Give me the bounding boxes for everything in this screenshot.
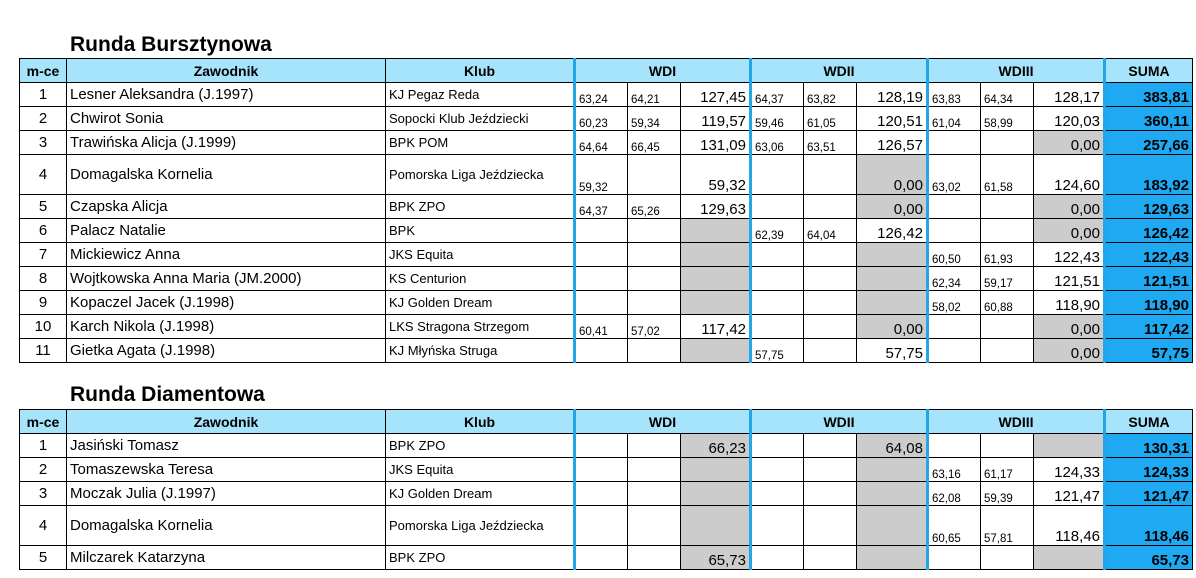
- total-cell: 121,51: [1105, 267, 1193, 291]
- wd2-score1-cell: [751, 546, 804, 570]
- wd1-score2-cell: 57,02: [628, 315, 681, 339]
- total-cell: 126,42: [1105, 219, 1193, 243]
- wd1-score1-cell: 64,37: [575, 195, 628, 219]
- wd3-score1-cell: [928, 195, 981, 219]
- wd1-score1-cell: [575, 267, 628, 291]
- rider-name-cell: Wojtkowska Anna Maria (JM.2000): [67, 267, 386, 291]
- table-row: [20, 219, 1193, 243]
- club-cell: KJ Golden Dream: [386, 291, 575, 315]
- wd2-score2-cell: [804, 195, 857, 219]
- total-cell: 118,46: [1105, 506, 1193, 546]
- wd3-score1-cell: 61,04: [928, 107, 981, 131]
- rider-name-cell: Domagalska Kornelia: [67, 155, 386, 195]
- rider-name-cell: Kopaczel Jacek (J.1998): [67, 291, 386, 315]
- rider-name-cell: Moczak Julia (J.1997): [67, 482, 386, 506]
- wd3-sum-cell: 121,51: [1034, 267, 1105, 291]
- results-table-round2: [19, 409, 1193, 570]
- wd1-score1-cell: [575, 339, 628, 363]
- table-body-round1: [20, 83, 1193, 363]
- wd2-sum-cell: [857, 243, 928, 267]
- wd2-sum-cell: [857, 546, 928, 570]
- total-cell: 360,11: [1105, 107, 1193, 131]
- wd1-score2-cell: [628, 434, 681, 458]
- rider-name-cell: Mickiewicz Anna: [67, 243, 386, 267]
- wd3-score1-cell: 63,16: [928, 458, 981, 482]
- wd3-sum-cell: 121,47: [1034, 482, 1105, 506]
- wd2-sum-cell: 128,19: [857, 83, 928, 107]
- place-cell: 4: [20, 506, 67, 546]
- place-cell: 2: [20, 107, 67, 131]
- wd1-sum-cell: [681, 291, 751, 315]
- table-row: [20, 107, 1193, 131]
- wd1-sum-cell: [681, 219, 751, 243]
- wd1-score1-cell: [575, 434, 628, 458]
- rider-name-cell: Lesner Aleksandra (J.1997): [67, 83, 386, 107]
- wd1-sum-cell: [681, 482, 751, 506]
- place-cell: 9: [20, 291, 67, 315]
- wd2-score2-cell: 63,51: [804, 131, 857, 155]
- table-row: [20, 315, 1193, 339]
- wd3-sum-cell: 118,46: [1034, 506, 1105, 546]
- place-cell: 10: [20, 315, 67, 339]
- header-wd3: WDIII: [928, 59, 1105, 83]
- wd1-score1-cell: [575, 506, 628, 546]
- wd1-score2-cell: [628, 267, 681, 291]
- wd1-score2-cell: [628, 155, 681, 195]
- header-wd1: WDI: [575, 410, 751, 434]
- header-wd2: WDII: [751, 410, 928, 434]
- wd3-score2-cell: 57,81: [981, 506, 1034, 546]
- wd2-score1-cell: [751, 243, 804, 267]
- wd2-sum-cell: 0,00: [857, 315, 928, 339]
- club-cell: JKS Equita: [386, 243, 575, 267]
- wd3-sum-cell: 124,33: [1034, 458, 1105, 482]
- wd2-score1-cell: 62,39: [751, 219, 804, 243]
- total-cell: 383,81: [1105, 83, 1193, 107]
- wd1-score2-cell: [628, 506, 681, 546]
- table-row: [20, 546, 1193, 570]
- table-row: [20, 83, 1193, 107]
- total-cell: 183,92: [1105, 155, 1193, 195]
- wd1-score2-cell: [628, 339, 681, 363]
- wd1-sum-cell: 119,57: [681, 107, 751, 131]
- wd2-score2-cell: [804, 315, 857, 339]
- wd1-sum-cell: 117,42: [681, 315, 751, 339]
- total-cell: 65,73: [1105, 546, 1193, 570]
- wd2-sum-cell: [857, 458, 928, 482]
- club-cell: BPK ZPO: [386, 546, 575, 570]
- club-cell: LKS Stragona Strzegom: [386, 315, 575, 339]
- wd1-sum-cell: [681, 267, 751, 291]
- wd2-score2-cell: [804, 482, 857, 506]
- place-cell: 6: [20, 219, 67, 243]
- wd1-score2-cell: [628, 243, 681, 267]
- club-cell: BPK POM: [386, 131, 575, 155]
- total-cell: 130,31: [1105, 434, 1193, 458]
- wd3-score1-cell: 63,02: [928, 155, 981, 195]
- wd1-score1-cell: 60,41: [575, 315, 628, 339]
- wd3-score2-cell: [981, 339, 1034, 363]
- club-cell: JKS Equita: [386, 458, 575, 482]
- table-row: [20, 339, 1193, 363]
- club-cell: KJ Golden Dream: [386, 482, 575, 506]
- club-cell: KJ Pegaz Reda: [386, 83, 575, 107]
- wd1-score2-cell: 64,21: [628, 83, 681, 107]
- section-title-round1: Runda Bursztynowa: [70, 33, 272, 56]
- table-header-row: [20, 410, 1193, 434]
- club-cell: BPK ZPO: [386, 195, 575, 219]
- section-title-round2: Runda Diamentowa: [70, 383, 265, 406]
- wd1-score2-cell: [628, 291, 681, 315]
- wd2-sum-cell: [857, 291, 928, 315]
- wd1-sum-cell: [681, 506, 751, 546]
- wd1-score2-cell: [628, 482, 681, 506]
- header-club: Klub: [386, 410, 575, 434]
- wd2-score2-cell: [804, 506, 857, 546]
- wd3-score1-cell: [928, 434, 981, 458]
- table-row: [20, 155, 1193, 195]
- total-cell: 257,66: [1105, 131, 1193, 155]
- wd1-score2-cell: [628, 219, 681, 243]
- wd3-sum-cell: 0,00: [1034, 339, 1105, 363]
- wd3-sum-cell: 0,00: [1034, 195, 1105, 219]
- wd1-score1-cell: [575, 243, 628, 267]
- wd2-sum-cell: [857, 506, 928, 546]
- wd3-score1-cell: 62,08: [928, 482, 981, 506]
- wd3-sum-cell: 118,90: [1034, 291, 1105, 315]
- wd3-score2-cell: 61,58: [981, 155, 1034, 195]
- wd3-score1-cell: 58,02: [928, 291, 981, 315]
- place-cell: 7: [20, 243, 67, 267]
- table-row: [20, 458, 1193, 482]
- wd2-score2-cell: [804, 434, 857, 458]
- rider-name-cell: Tomaszewska Teresa: [67, 458, 386, 482]
- wd3-score2-cell: [981, 195, 1034, 219]
- wd3-score2-cell: [981, 546, 1034, 570]
- place-cell: 3: [20, 482, 67, 506]
- wd1-score2-cell: 65,26: [628, 195, 681, 219]
- rider-name-cell: Palacz Natalie: [67, 219, 386, 243]
- club-cell: BPK ZPO: [386, 434, 575, 458]
- table-row: [20, 195, 1193, 219]
- wd3-score1-cell: 63,83: [928, 83, 981, 107]
- wd3-score1-cell: [928, 339, 981, 363]
- wd2-sum-cell: 0,00: [857, 155, 928, 195]
- wd3-score2-cell: 61,93: [981, 243, 1034, 267]
- place-cell: 5: [20, 195, 67, 219]
- wd3-score1-cell: 60,50: [928, 243, 981, 267]
- rider-name-cell: Milczarek Katarzyna: [67, 546, 386, 570]
- table-row: [20, 243, 1193, 267]
- wd1-score2-cell: [628, 458, 681, 482]
- header-total: SUMA: [1105, 410, 1193, 434]
- wd3-sum-cell: 124,60: [1034, 155, 1105, 195]
- table-row: [20, 482, 1193, 506]
- wd1-sum-cell: 66,23: [681, 434, 751, 458]
- rider-name-cell: Karch Nikola (J.1998): [67, 315, 386, 339]
- place-cell: 2: [20, 458, 67, 482]
- place-cell: 1: [20, 434, 67, 458]
- total-cell: 124,33: [1105, 458, 1193, 482]
- table-row: [20, 131, 1193, 155]
- wd1-sum-cell: [681, 243, 751, 267]
- wd2-score1-cell: [751, 506, 804, 546]
- header-total: SUMA: [1105, 59, 1193, 83]
- rider-name-cell: Gietka Agata (J.1998): [67, 339, 386, 363]
- wd2-sum-cell: 57,75: [857, 339, 928, 363]
- wd2-score2-cell: 63,82: [804, 83, 857, 107]
- wd2-score1-cell: 63,06: [751, 131, 804, 155]
- wd3-score2-cell: [981, 434, 1034, 458]
- wd3-sum-cell: 128,17: [1034, 83, 1105, 107]
- wd3-score1-cell: [928, 131, 981, 155]
- wd3-score1-cell: [928, 219, 981, 243]
- wd2-score2-cell: [804, 267, 857, 291]
- place-cell: 3: [20, 131, 67, 155]
- place-cell: 4: [20, 155, 67, 195]
- wd3-score1-cell: 62,34: [928, 267, 981, 291]
- wd2-score1-cell: [751, 315, 804, 339]
- table-row: [20, 267, 1193, 291]
- wd1-sum-cell: 129,63: [681, 195, 751, 219]
- wd3-sum-cell: 0,00: [1034, 219, 1105, 243]
- table-header-row: [20, 59, 1193, 83]
- wd3-score2-cell: 58,99: [981, 107, 1034, 131]
- wd3-sum-cell: 0,00: [1034, 131, 1105, 155]
- wd1-score2-cell: 59,34: [628, 107, 681, 131]
- table-row: [20, 506, 1193, 546]
- wd2-score2-cell: [804, 339, 857, 363]
- place-cell: 8: [20, 267, 67, 291]
- wd2-score2-cell: [804, 155, 857, 195]
- wd3-score1-cell: [928, 546, 981, 570]
- rider-name-cell: Czapska Alicja: [67, 195, 386, 219]
- rider-name-cell: Jasiński Tomasz: [67, 434, 386, 458]
- table-body-round2: [20, 434, 1193, 570]
- wd1-sum-cell: 65,73: [681, 546, 751, 570]
- wd1-score1-cell: [575, 546, 628, 570]
- wd2-score2-cell: [804, 291, 857, 315]
- wd2-score2-cell: [804, 546, 857, 570]
- wd2-score2-cell: 64,04: [804, 219, 857, 243]
- total-cell: 129,63: [1105, 195, 1193, 219]
- club-cell: BPK: [386, 219, 575, 243]
- wd3-score1-cell: 60,65: [928, 506, 981, 546]
- wd1-sum-cell: [681, 339, 751, 363]
- wd2-sum-cell: 0,00: [857, 195, 928, 219]
- club-cell: Sopocki Klub Jeździecki: [386, 107, 575, 131]
- header-wd2: WDII: [751, 59, 928, 83]
- results-table-round1: [19, 58, 1193, 363]
- wd2-score2-cell: 61,05: [804, 107, 857, 131]
- wd1-score1-cell: [575, 219, 628, 243]
- header-club: Klub: [386, 59, 575, 83]
- header-rider: Zawodnik: [67, 410, 386, 434]
- wd1-score1-cell: [575, 458, 628, 482]
- wd3-score2-cell: 59,17: [981, 267, 1034, 291]
- wd3-score2-cell: 64,34: [981, 83, 1034, 107]
- wd3-sum-cell: 120,03: [1034, 107, 1105, 131]
- total-cell: 122,43: [1105, 243, 1193, 267]
- header-wd1: WDI: [575, 59, 751, 83]
- wd2-score1-cell: 57,75: [751, 339, 804, 363]
- wd3-sum-cell: [1034, 434, 1105, 458]
- wd2-score1-cell: [751, 291, 804, 315]
- wd3-sum-cell: 122,43: [1034, 243, 1105, 267]
- wd1-sum-cell: 59,32: [681, 155, 751, 195]
- wd1-score1-cell: 60,23: [575, 107, 628, 131]
- wd1-score1-cell: 64,64: [575, 131, 628, 155]
- total-cell: 117,42: [1105, 315, 1193, 339]
- wd1-score1-cell: 63,24: [575, 83, 628, 107]
- wd2-sum-cell: 126,42: [857, 219, 928, 243]
- wd3-score2-cell: 60,88: [981, 291, 1034, 315]
- header-place: m-ce: [20, 410, 67, 434]
- wd2-sum-cell: 120,51: [857, 107, 928, 131]
- wd2-score1-cell: [751, 195, 804, 219]
- total-cell: 121,47: [1105, 482, 1193, 506]
- wd2-score1-cell: 59,46: [751, 107, 804, 131]
- header-wd3: WDIII: [928, 410, 1105, 434]
- wd3-score2-cell: 61,17: [981, 458, 1034, 482]
- club-cell: Pomorska Liga Jeździecka: [386, 506, 575, 546]
- place-cell: 1: [20, 83, 67, 107]
- wd2-score1-cell: [751, 458, 804, 482]
- total-cell: 57,75: [1105, 339, 1193, 363]
- club-cell: KJ Młyńska Struga: [386, 339, 575, 363]
- rider-name-cell: Domagalska Kornelia: [67, 506, 386, 546]
- place-cell: 5: [20, 546, 67, 570]
- wd3-score1-cell: [928, 315, 981, 339]
- wd2-score2-cell: [804, 458, 857, 482]
- wd1-sum-cell: [681, 458, 751, 482]
- wd2-sum-cell: [857, 267, 928, 291]
- wd2-score2-cell: [804, 243, 857, 267]
- club-cell: Pomorska Liga Jeździecka: [386, 155, 575, 195]
- wd1-score1-cell: 59,32: [575, 155, 628, 195]
- wd2-score1-cell: [751, 155, 804, 195]
- wd2-sum-cell: 126,57: [857, 131, 928, 155]
- wd3-score2-cell: [981, 219, 1034, 243]
- rider-name-cell: Chwirot Sonia: [67, 107, 386, 131]
- wd1-score1-cell: [575, 291, 628, 315]
- wd2-score1-cell: 64,37: [751, 83, 804, 107]
- rider-name-cell: Trawińska Alicja (J.1999): [67, 131, 386, 155]
- wd3-score2-cell: 59,39: [981, 482, 1034, 506]
- header-rider: Zawodnik: [67, 59, 386, 83]
- header-place: m-ce: [20, 59, 67, 83]
- wd3-sum-cell: 0,00: [1034, 315, 1105, 339]
- wd1-score2-cell: 66,45: [628, 131, 681, 155]
- wd3-sum-cell: [1034, 546, 1105, 570]
- club-cell: KS Centurion: [386, 267, 575, 291]
- wd1-sum-cell: 131,09: [681, 131, 751, 155]
- table-row: [20, 434, 1193, 458]
- wd2-sum-cell: 64,08: [857, 434, 928, 458]
- wd2-sum-cell: [857, 482, 928, 506]
- wd3-score2-cell: [981, 315, 1034, 339]
- wd3-score2-cell: [981, 131, 1034, 155]
- place-cell: 11: [20, 339, 67, 363]
- wd2-score1-cell: [751, 434, 804, 458]
- table-row: [20, 291, 1193, 315]
- wd1-sum-cell: 127,45: [681, 83, 751, 107]
- total-cell: 118,90: [1105, 291, 1193, 315]
- wd2-score1-cell: [751, 267, 804, 291]
- wd2-score1-cell: [751, 482, 804, 506]
- wd1-score2-cell: [628, 546, 681, 570]
- wd1-score1-cell: [575, 482, 628, 506]
